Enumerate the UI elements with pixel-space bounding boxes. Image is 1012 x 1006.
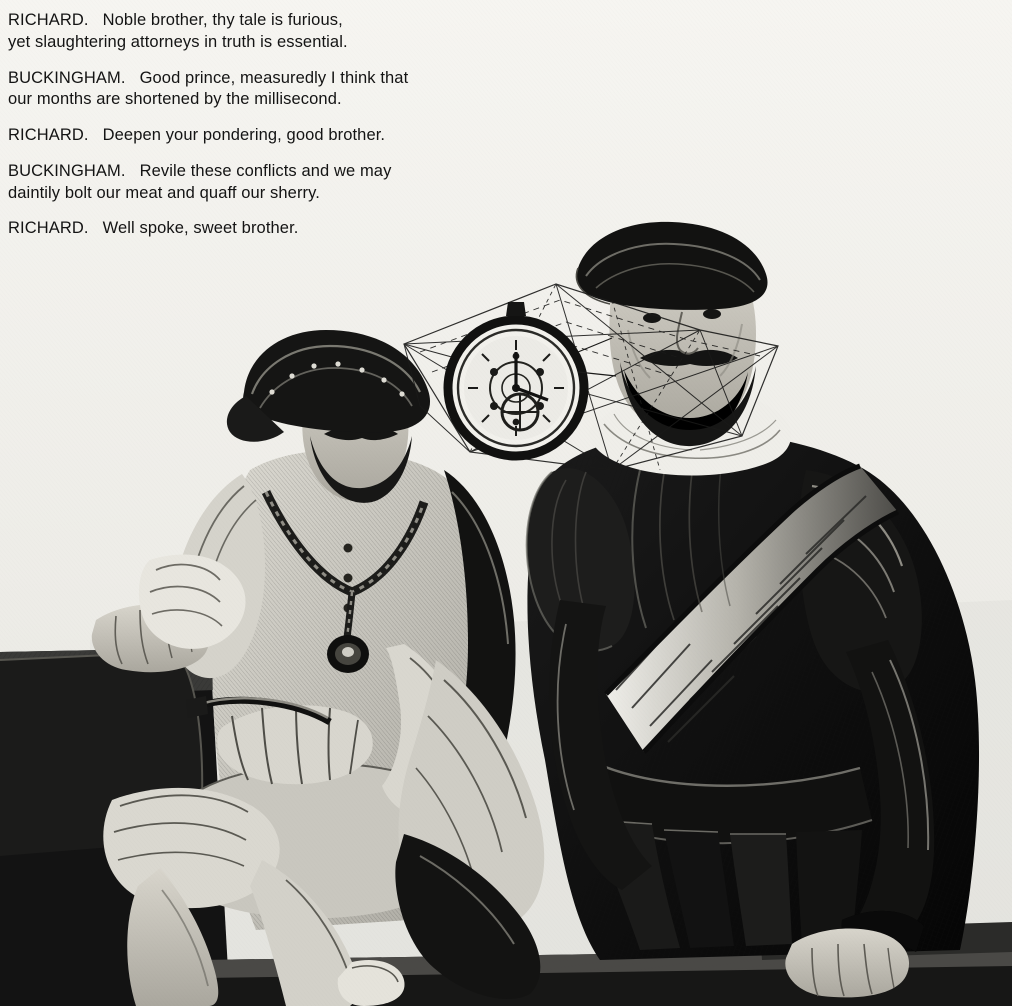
- speech-text-line1: Good prince, measuredly I think that: [139, 68, 409, 87]
- speaker-name: BUCKINGHAM.: [8, 68, 126, 87]
- speaker-name: RICHARD.: [8, 219, 89, 238]
- speech-line-1: [8, 10, 648, 54]
- speech-line-3: [8, 125, 648, 147]
- speech-text-line1: Revile these conflicts and we may: [139, 161, 392, 180]
- speaker-name: RICHARD.: [8, 11, 89, 29]
- speech-text-line2: our months are shortened by the millisecond.: [8, 90, 342, 109]
- dialogue-block: [8, 10, 648, 254]
- speech-text-line1: Well spoke, sweet brother.: [102, 219, 299, 238]
- speech-line-4: [8, 161, 648, 205]
- speech-line-2: [8, 68, 648, 112]
- speech-text-line1: Deepen your pondering, good brother.: [102, 126, 386, 145]
- speech-text-line1: Noble brother, thy tale is furious,: [102, 11, 343, 29]
- speech-text-line2: daintily bolt our meat and quaff our sherry.: [8, 183, 320, 202]
- speech-line-5: [8, 218, 648, 240]
- speech-text-line2: yet slaughtering attorneys in truth is essential.: [8, 32, 348, 51]
- speaker-name: RICHARD.: [8, 126, 89, 145]
- speaker-name: BUCKINGHAM.: [8, 161, 126, 180]
